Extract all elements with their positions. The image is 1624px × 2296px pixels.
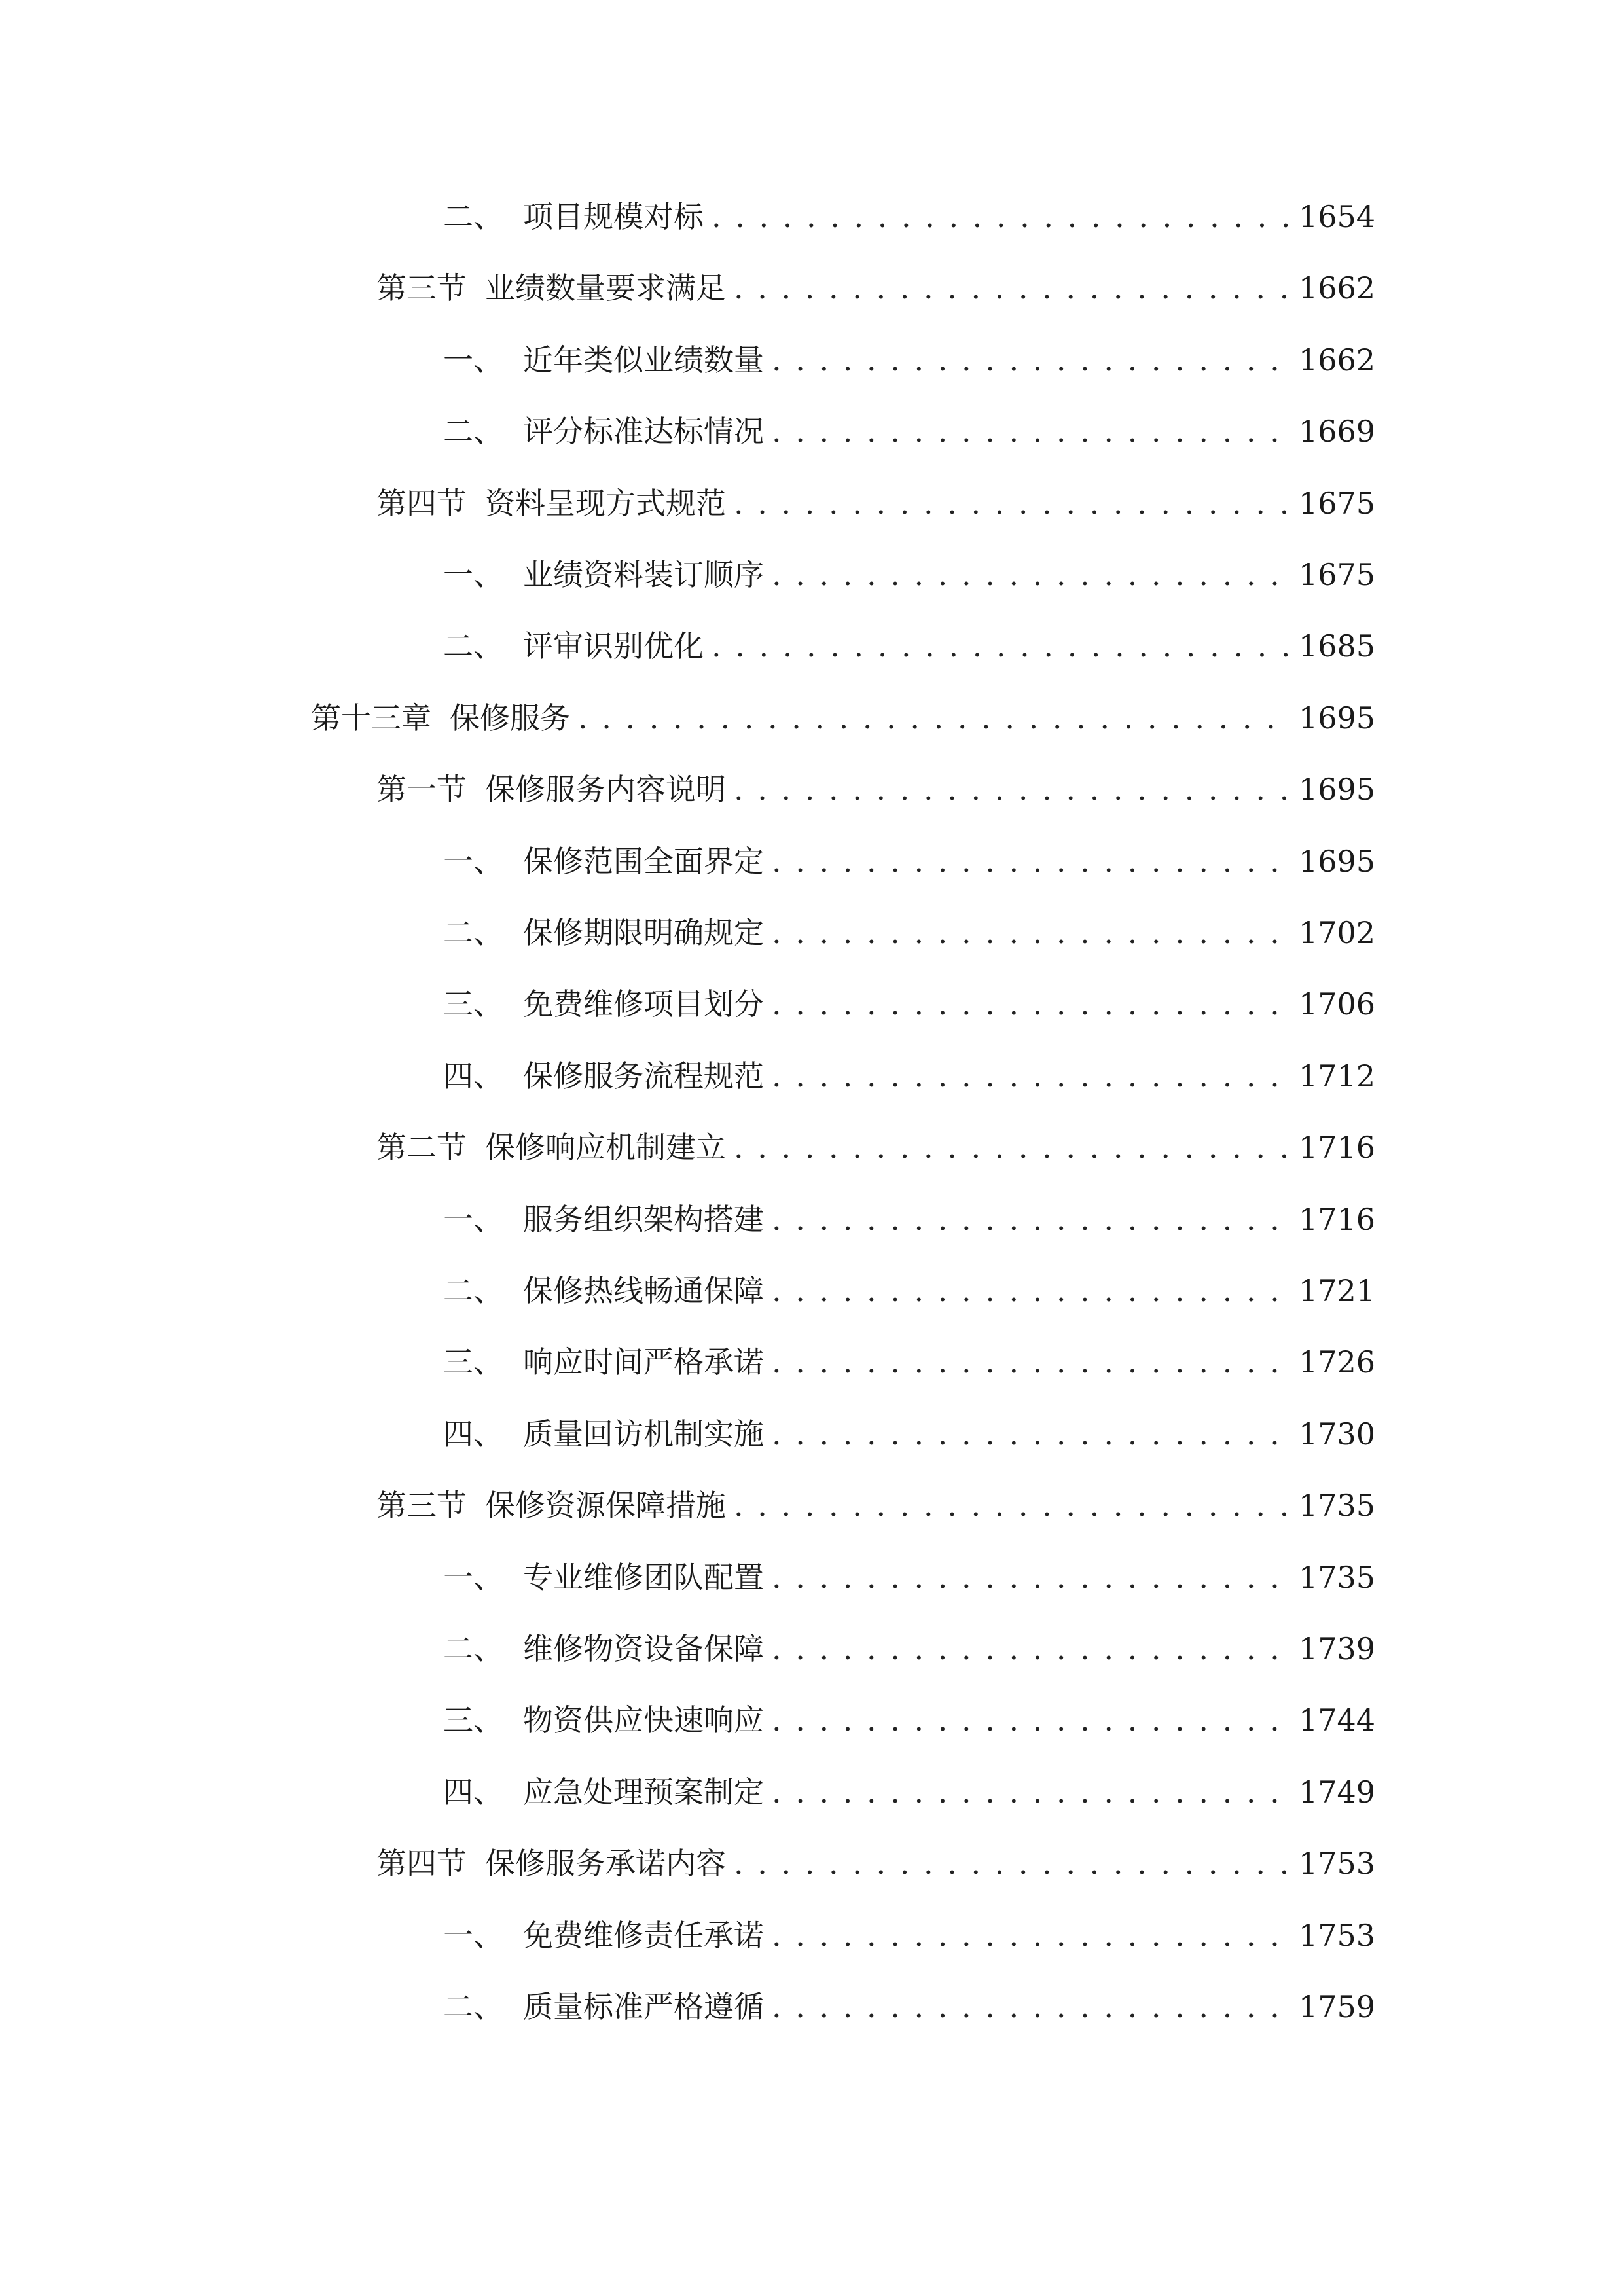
toc-entry[interactable] [443, 1339, 1375, 1385]
toc-entry[interactable] [376, 480, 1375, 526]
toc-dot-leader [772, 910, 1292, 956]
toc-entry-page-number: 1675 [1298, 557, 1375, 592]
toc-entry[interactable] [443, 1554, 1375, 1600]
toc-entry-page-number: 1702 [1298, 915, 1375, 950]
toc-entry-number: 第十三章 [311, 700, 431, 736]
toc-entry[interactable] [443, 1196, 1375, 1242]
toc-entry-title: 保修服务内容说明 [485, 772, 726, 807]
toc-entry[interactable] [443, 623, 1375, 669]
toc-dot-leader [772, 1554, 1292, 1600]
toc-entry-title: 保修服务承诺内容 [485, 1846, 726, 1881]
toc-entry-title: 保修热线畅通保障 [523, 1273, 764, 1308]
toc-entry-number: 三、 [443, 1702, 503, 1738]
toc-dot-leader [772, 1697, 1292, 1743]
toc-entry-title: 近年类似业绩数量 [523, 342, 764, 378]
toc-entry-number: 第四节 [376, 486, 467, 521]
toc-entry-title: 保修响应机制建立 [485, 1130, 726, 1165]
toc-entry[interactable] [443, 1769, 1375, 1815]
toc-entry-page-number: 1695 [1298, 700, 1375, 736]
toc-entry-page-number: 1744 [1298, 1702, 1375, 1738]
toc-entry[interactable] [443, 1697, 1375, 1743]
toc-entry-page-number: 1662 [1298, 270, 1375, 306]
toc-entry-number: 三、 [443, 986, 503, 1022]
toc-entry[interactable] [443, 1053, 1375, 1099]
toc-entry-page-number: 1726 [1298, 1344, 1375, 1380]
toc-entry-title: 应急处理预案制定 [523, 1774, 764, 1810]
toc-dot-leader [772, 337, 1292, 383]
toc-entry-title: 免费维修项目划分 [523, 986, 764, 1022]
toc-entry[interactable] [376, 766, 1375, 812]
toc-entry[interactable] [443, 981, 1375, 1027]
toc-dot-leader [772, 1339, 1292, 1385]
toc-entry-title: 业绩资料装订顺序 [523, 557, 764, 592]
toc-entry-page-number: 1654 [1298, 199, 1375, 234]
toc-entry-title: 保修服务 [450, 700, 570, 736]
toc-entry[interactable] [376, 1482, 1375, 1528]
toc-entry-page-number: 1706 [1298, 986, 1375, 1022]
toc-dot-leader [772, 1268, 1292, 1314]
toc-entry[interactable] [443, 838, 1375, 884]
toc-entry-title: 资料呈现方式规范 [485, 486, 726, 521]
toc-entry-number: 二、 [443, 628, 503, 664]
toc-entry-number: 一、 [443, 1560, 503, 1595]
toc-entry-page-number: 1735 [1298, 1560, 1375, 1595]
toc-dot-leader [772, 1984, 1292, 2030]
toc-entry-page-number: 1753 [1298, 1918, 1375, 1953]
toc-entry[interactable] [443, 910, 1375, 956]
toc-entry-number: 一、 [443, 1918, 503, 1953]
toc-entry-title: 响应时间严格承诺 [523, 1344, 764, 1380]
toc-dot-leader [734, 1124, 1292, 1170]
toc-dot-leader [578, 695, 1292, 741]
toc-entry-number: 二、 [443, 1631, 503, 1666]
toc-entry-title: 保修服务流程规范 [523, 1058, 764, 1094]
toc-entry-title: 业绩数量要求满足 [485, 270, 726, 306]
toc-entry-page-number: 1721 [1298, 1273, 1375, 1308]
toc-entry[interactable] [443, 1411, 1375, 1457]
toc-dot-leader [772, 408, 1292, 454]
toc-entry-number: 二、 [443, 1273, 503, 1308]
toc-entry-number: 二、 [443, 1989, 503, 2024]
toc-entry-number: 四、 [443, 1416, 503, 1452]
toc-dot-leader [734, 766, 1292, 812]
toc-entry-number: 一、 [443, 844, 503, 879]
toc-dot-leader [772, 1411, 1292, 1457]
toc-entry-number: 三、 [443, 1344, 503, 1380]
toc-entry-number: 一、 [443, 557, 503, 592]
toc-entry-title: 质量回访机制实施 [523, 1416, 764, 1452]
toc-entry-title: 维修物资设备保障 [523, 1631, 764, 1666]
toc-entry-page-number: 1735 [1298, 1488, 1375, 1523]
toc-entry-number: 一、 [443, 342, 503, 378]
toc-entry-title: 服务组织架构搭建 [523, 1202, 764, 1237]
toc-entry-page-number: 1759 [1298, 1989, 1375, 2024]
toc-dot-leader [772, 1053, 1292, 1099]
toc-entry-number: 二、 [443, 199, 503, 234]
toc-entry[interactable] [443, 1912, 1375, 1958]
toc-entry-page-number: 1685 [1298, 628, 1375, 664]
toc-entry-page-number: 1716 [1298, 1202, 1375, 1237]
toc-entry-title: 专业维修团队配置 [523, 1560, 764, 1595]
toc-entry-number: 四、 [443, 1058, 503, 1094]
toc-entry-page-number: 1712 [1298, 1058, 1375, 1094]
toc-entry-number: 一、 [443, 1202, 503, 1237]
toc-entry-title: 项目规模对标 [523, 199, 704, 234]
toc-dot-leader [772, 1912, 1292, 1958]
toc-entry-page-number: 1739 [1298, 1631, 1375, 1666]
toc-entry[interactable] [311, 695, 1375, 741]
toc-entry-page-number: 1695 [1298, 772, 1375, 807]
toc-entry-title: 保修资源保障措施 [485, 1488, 726, 1523]
toc-dot-leader [734, 480, 1292, 526]
toc-entry-page-number: 1695 [1298, 844, 1375, 879]
toc-entry-number: 第二节 [376, 1130, 467, 1165]
toc-entry[interactable] [376, 1840, 1375, 1886]
toc-dot-leader [772, 838, 1292, 884]
toc-entry-title: 评分标准达标情况 [523, 414, 764, 449]
toc-dot-leader [712, 194, 1292, 240]
toc-entry-number: 第四节 [376, 1846, 467, 1881]
toc-dot-leader [772, 1626, 1292, 1672]
toc-entry-title: 质量标准严格遵循 [523, 1989, 764, 2024]
toc-entry-page-number: 1716 [1298, 1130, 1375, 1165]
toc-entry-number: 第三节 [376, 1488, 467, 1523]
toc-entry-number: 二、 [443, 915, 503, 950]
toc-entry[interactable] [443, 552, 1375, 598]
toc-entry-page-number: 1675 [1298, 486, 1375, 521]
toc-entry-page-number: 1662 [1298, 342, 1375, 378]
toc-entry-title: 保修范围全面界定 [523, 844, 764, 879]
toc-dot-leader [734, 1840, 1292, 1886]
toc-dot-leader [772, 1196, 1292, 1242]
toc-entry-page-number: 1669 [1298, 414, 1375, 449]
toc-entry-page-number: 1749 [1298, 1774, 1375, 1810]
toc-dot-leader [772, 552, 1292, 598]
toc-entry-number: 二、 [443, 414, 503, 449]
toc-entry[interactable] [443, 194, 1375, 240]
toc-entry[interactable] [376, 265, 1375, 311]
toc-entry[interactable] [443, 1984, 1375, 2030]
toc-entry-page-number: 1753 [1298, 1846, 1375, 1881]
toc-dot-leader [734, 1482, 1292, 1528]
toc-dot-leader [734, 265, 1292, 311]
toc-dot-leader [712, 623, 1292, 669]
toc-entry[interactable] [443, 408, 1375, 454]
toc-entry[interactable] [376, 1124, 1375, 1170]
toc-dot-leader [772, 1769, 1292, 1815]
toc-entry-title: 物资供应快速响应 [523, 1702, 764, 1738]
toc-entry-title: 免费维修责任承诺 [523, 1918, 764, 1953]
toc-entry-number: 第一节 [376, 772, 467, 807]
toc-entry-title: 保修期限明确规定 [523, 915, 764, 950]
toc-dot-leader [772, 981, 1292, 1027]
toc-entry-title: 评审识别优化 [523, 628, 704, 664]
toc-entry[interactable] [443, 1268, 1375, 1314]
toc-entry[interactable] [443, 337, 1375, 383]
toc-entry-number: 第三节 [376, 270, 467, 306]
toc-entry-page-number: 1730 [1298, 1416, 1375, 1452]
toc-entry-number: 四、 [443, 1774, 503, 1810]
toc-entry[interactable] [443, 1626, 1375, 1672]
